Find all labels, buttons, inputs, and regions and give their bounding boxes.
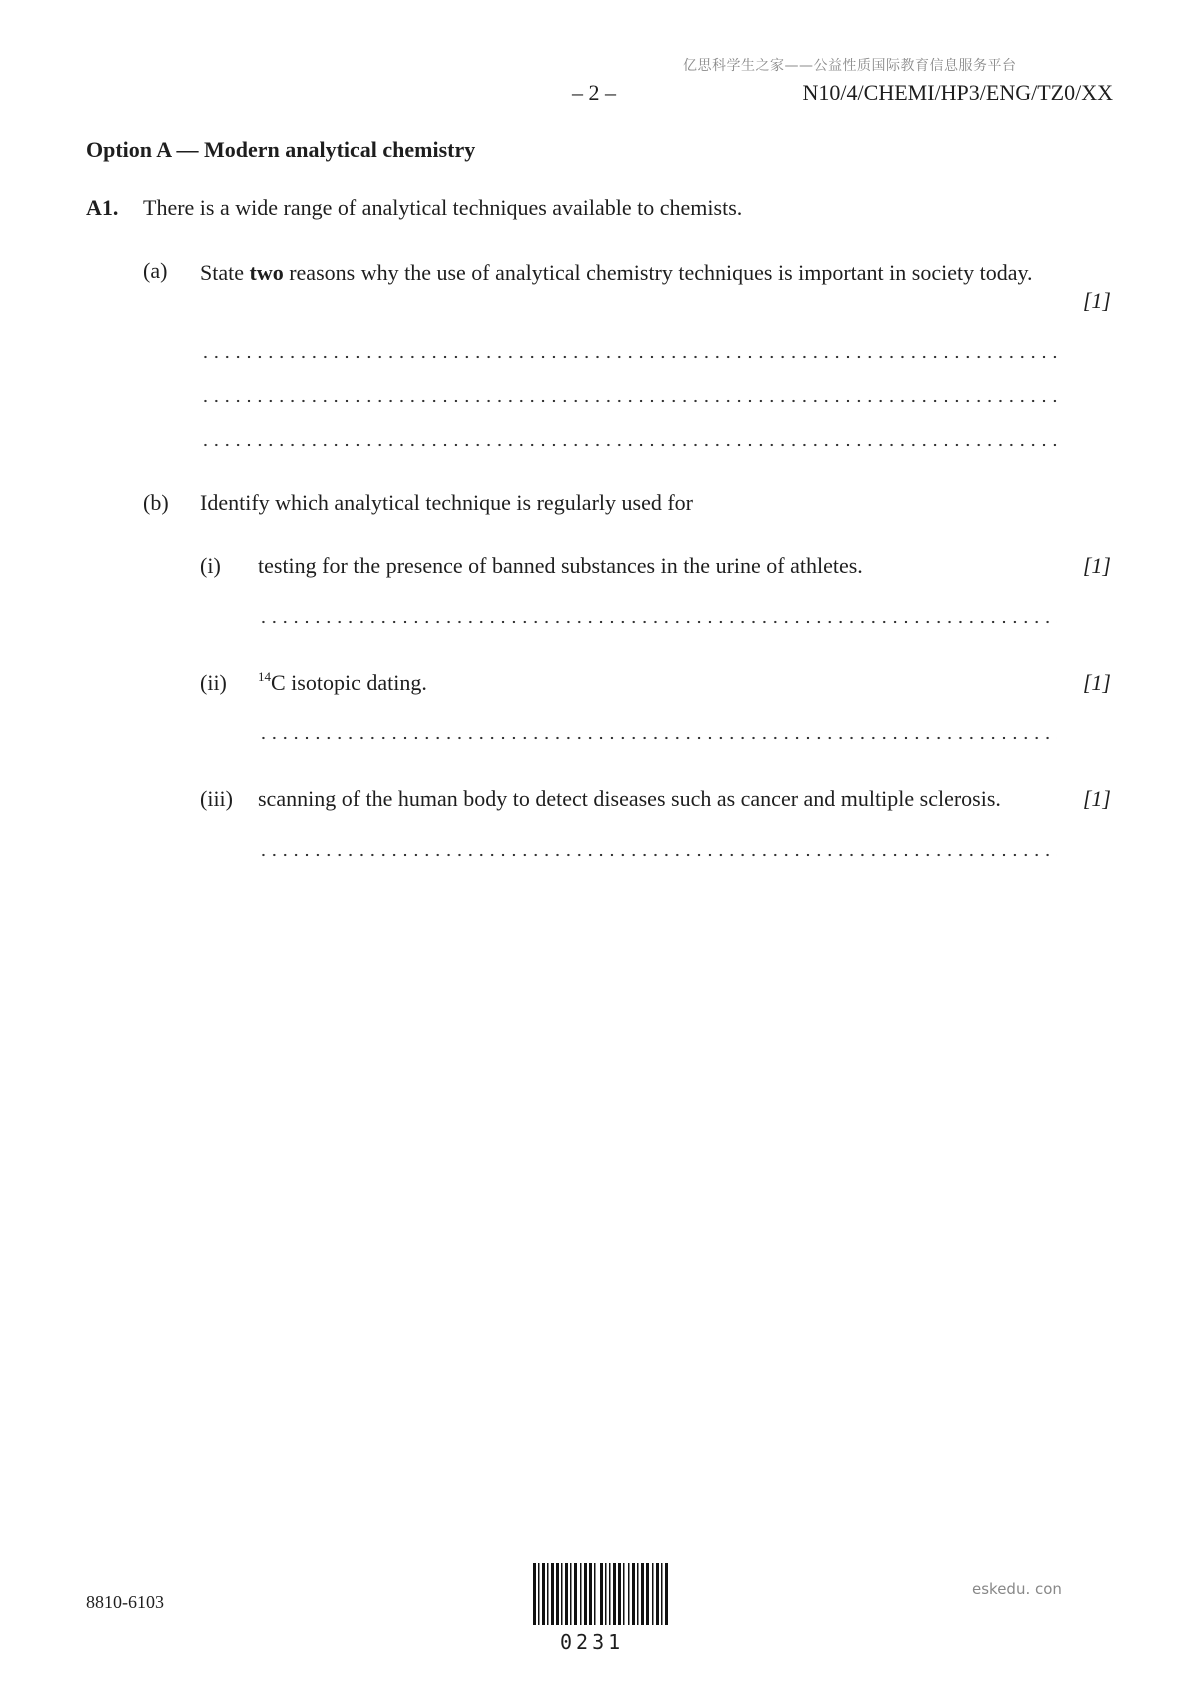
part-a-text-before: State bbox=[200, 260, 244, 285]
part-a-mark: [1] bbox=[1082, 288, 1111, 313]
subpart-ii-mark: [1] bbox=[1082, 670, 1111, 695]
subpart-iii-label: (iii) bbox=[200, 786, 233, 811]
footer-site: eskedu. con bbox=[972, 1580, 1062, 1598]
answer-line[interactable] bbox=[200, 399, 1057, 403]
part-b-label: (b) bbox=[143, 490, 169, 515]
footer-code: 8810-6103 bbox=[86, 1592, 164, 1612]
answer-line[interactable] bbox=[258, 620, 1057, 624]
subpart-iii-text: scanning of the human body to detect diseases such as cancer and multiple sclerosis. bbox=[258, 786, 1001, 811]
isotope-superscript: 14 bbox=[258, 669, 271, 684]
question-number: A1. bbox=[86, 195, 119, 220]
subpart-ii-label: (ii) bbox=[200, 670, 227, 695]
subpart-i-label: (i) bbox=[200, 553, 221, 578]
answer-line[interactable] bbox=[200, 355, 1057, 359]
barcode-number: 0231 bbox=[560, 1630, 625, 1654]
question-text: There is a wide range of analytical techniques available to chemists. bbox=[143, 195, 743, 220]
watermark-text: 亿思科学生之家——公益性质国际教育信息服务平台 bbox=[683, 58, 1017, 74]
barcode bbox=[533, 1563, 668, 1625]
part-b-text: Identify which analytical technique is regularly used for bbox=[200, 490, 693, 515]
answer-line[interactable] bbox=[258, 853, 1057, 857]
page-number: – 2 – bbox=[572, 80, 616, 105]
part-a-text-after: reasons why the use of analytical chemistry techniques is important in society today. bbox=[289, 260, 1033, 285]
subpart-ii-text-body: C isotopic dating. bbox=[271, 670, 427, 695]
part-a-text-bold: two bbox=[249, 260, 284, 285]
option-title: Option A — Modern analytical chemistry bbox=[86, 137, 476, 162]
paper-code: N10/4/CHEMI/HP3/ENG/TZ0/XX bbox=[802, 80, 1113, 105]
subpart-iii-mark: [1] bbox=[1082, 786, 1111, 811]
answer-line[interactable] bbox=[258, 736, 1057, 740]
part-a-text bbox=[200, 258, 1057, 288]
part-a-label: (a) bbox=[143, 258, 168, 283]
subpart-i-mark: [1] bbox=[1082, 553, 1111, 578]
subpart-i-text: testing for the presence of banned substances in the urine of athletes. bbox=[258, 553, 863, 578]
subpart-ii-text bbox=[258, 670, 427, 696]
answer-line[interactable] bbox=[200, 443, 1057, 447]
